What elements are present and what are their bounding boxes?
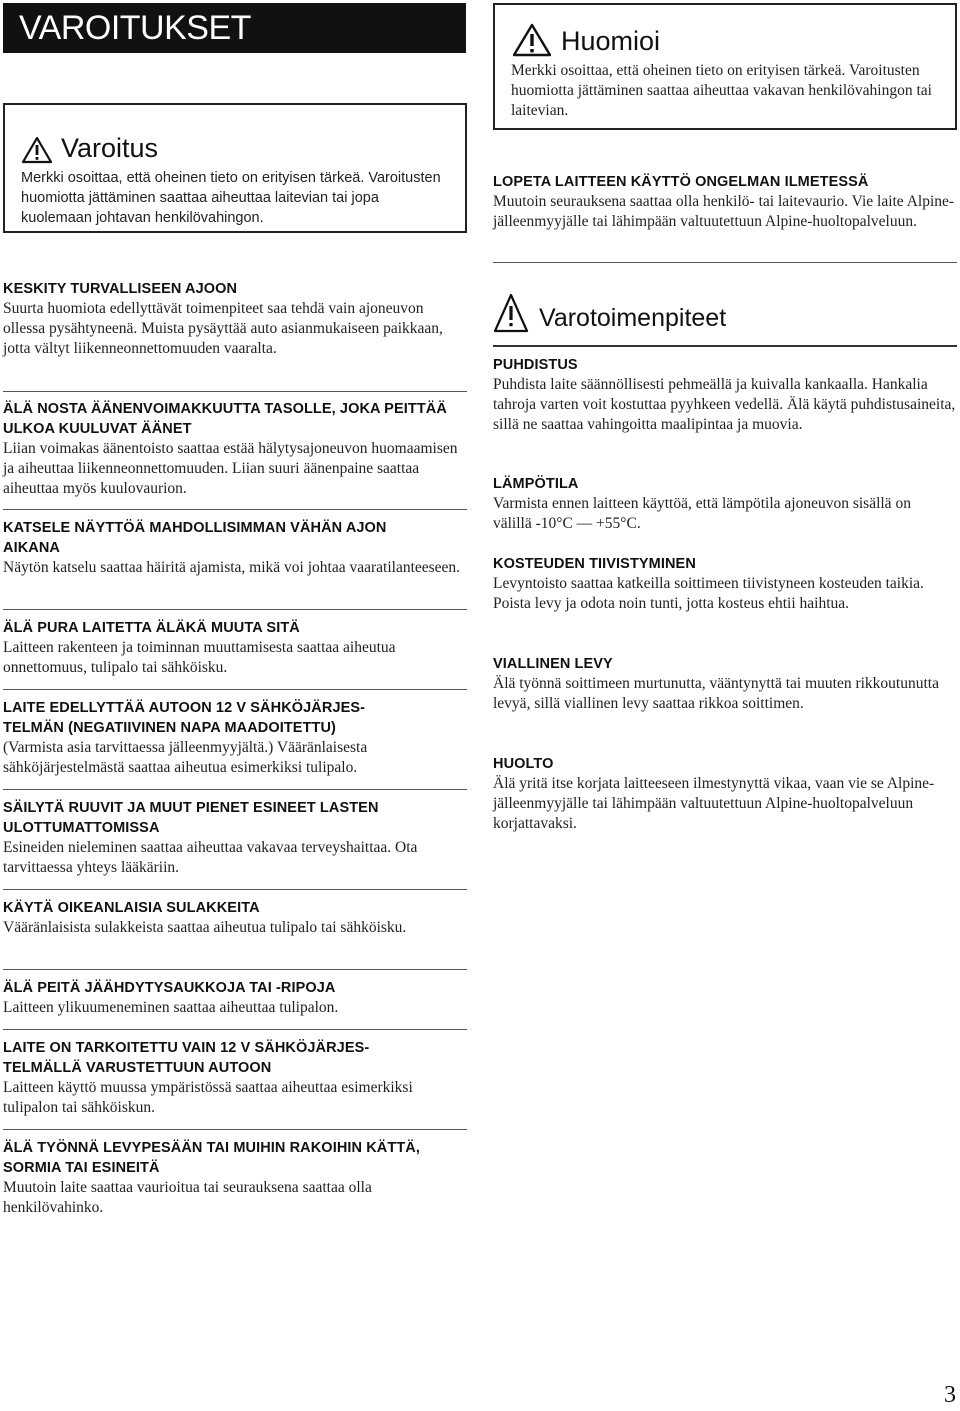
page-title: VAROITUKSET	[19, 9, 251, 47]
section-heading: LAITE ON TARKOITETTU VAIN 12 V SÄHKÖJÄRJES-TELMÄLLÄ VARUSTETTUUN AUTOON	[3, 1040, 370, 1076]
warning-triangle-icon	[493, 293, 529, 333]
section-text: Vääränlaisista sulakkeista saattaa aiheutua tulipalo tai sähköisku.	[3, 919, 407, 936]
section-heading: HUOLTO	[493, 756, 554, 772]
section-heading: VIALLINEN LEVY	[493, 656, 613, 672]
precaution-service	[493, 754, 957, 834]
page-number: 3	[944, 1382, 956, 1408]
section-heading: ÄLÄ PEITÄ JÄÄHDYTYSAUKKOJA TAI -RIPOJA	[3, 980, 336, 996]
warning-box-title-row	[21, 133, 451, 164]
left-section-8	[3, 978, 467, 1018]
left-section-9	[3, 1038, 467, 1118]
precaution-damaged-disc	[493, 654, 957, 714]
caution-box-text: Merkki osoittaa, että oheinen tieto on erityisen tärkeä. Varoitusten huomiotta jättäminen saattaa aiheuttaa vakavan henkilövahingon tai laitevian.	[511, 62, 932, 119]
section-heading: LOPETA LAITTEEN KÄYTTÖ ONGELMAN ILMETESSÄ	[493, 174, 869, 190]
divider	[3, 609, 467, 610]
divider	[3, 509, 467, 510]
warning-triangle-icon	[21, 136, 53, 164]
section-heading: ÄLÄ PURA LAITETTA ÄLÄKÄ MUUTA SITÄ	[3, 620, 300, 636]
section-text: Levyntoisto saattaa katkeilla soittimeen tiivistyneen kosteuden taikia. Poista levy ja odota noin tunti, jotta kosteus ehtii haihtua.	[493, 575, 924, 612]
left-section-2	[3, 399, 467, 499]
divider	[3, 689, 467, 690]
warning-box-text: Merkki osoittaa, että oheinen tieto on erityisen tärkeä. Varoitusten huomiotta jättäminen saattaa aiheuttaa laitevian tai jopa kuolemaan johtavan henkilövahingon.	[21, 170, 441, 226]
left-section-10	[3, 1138, 467, 1218]
section-heading: SÄILYTÄ RUUVIT JA MUUT PIENET ESINEET LASTEN ULOTTUMATTOMISSA	[3, 800, 379, 836]
section-heading: KESKITY TURVALLISEEN AJOON	[3, 281, 238, 297]
divider	[3, 1129, 467, 1130]
header-banner	[3, 3, 466, 53]
section-text: Puhdista laite säännöllisesti pehmeällä ja kuivalla kankaalla. Hankalia tahroja varten voit kostuttaa pyyhkeen vedellä. Älä käytä puhdistusaineita, sillä ne saattaa vahingoitta maalipintaa ja muovia.	[493, 376, 956, 433]
warning-box-title: Varoitus	[61, 133, 159, 163]
precaution-condensation	[493, 554, 957, 614]
divider	[493, 345, 957, 347]
left-section-7	[3, 898, 467, 938]
section-text: Älä työnnä soittimeen murtunutta, vääntynyttä tai muuten rikkoutunutta levyä, sillä viallinen levy saattaa rikkoa soittimen.	[493, 675, 939, 712]
section-text: Muutoin seurauksena saattaa olla henkilö- tai laitevaurio. Vie laite Alpine-jälleenmyyjälle tai lähimpään valtuutettuun Alpine-huoltopalveluun.	[493, 193, 955, 230]
divider	[3, 1029, 467, 1030]
section-text: Näytön katselu saattaa häiritä ajamista, mikä voi johtaa vaaratilanteeseen.	[3, 559, 461, 576]
divider	[3, 969, 467, 970]
section-text: Laitteen rakenteen ja toiminnan muuttamisesta saattaa aiheutua onnettomuus, tulipalo tai sähköisku.	[3, 639, 396, 676]
section-text: Muutoin laite saattaa vaurioitua tai seurauksena saattaa olla henkilövahinko.	[3, 1179, 372, 1216]
warning-triangle-icon	[511, 23, 553, 57]
section-heading: LÄMPÖTILA	[493, 476, 579, 492]
stop-using-section	[493, 172, 957, 232]
left-section-6	[3, 798, 467, 878]
section-text: Suurta huomiota edellyttävät toimenpiteet saa tehdä vain ajoneuvon ollessa pysähtyneenä. Muista pysäyttää auto asianmukaiseen paikkaan, jotta vältyt liikenneonnettomuuden vaaralta.	[3, 300, 443, 357]
section-text: Liian voimakas äänentoisto saattaa estää hälytysajoneuvon huomaamisen ja aiheuttaa liikenneonnettomuuden. Liian suuri äänenpaine saattaa aiheuttaa myös kuulovaurion.	[3, 440, 458, 497]
section-heading: KÄYTÄ OIKEANLAISIA SULAKKEITA	[3, 900, 260, 916]
section-heading: KATSELE NÄYTTÖÄ MAHDOLLISIMMAN VÄHÄN AJON AIKANA	[3, 520, 387, 556]
caution-box-title: Huomioi	[561, 26, 661, 56]
section-heading: PUHDISTUS	[493, 357, 578, 373]
section-text: Varmista ennen laitteen käyttöä, että lämpötila ajoneuvon sisällä on välillä -10°C — +55°C.	[493, 495, 911, 532]
section-heading: ÄLÄ NOSTA ÄÄNENVOIMAKKUUTTA TASOLLE, JOKA PEITTÄÄ ULKOA KUULUVAT ÄÄNET	[3, 401, 447, 437]
section-heading: ÄLÄ TYÖNNÄ LEVYPESÄÄN TAI MUIHIN RAKOIHIN KÄTTÄ, SORMIA TAI ESINEITÄ	[3, 1140, 420, 1176]
section-text: (Varmista asia tarvittaessa jälleenmyyjältä.) Vääränlaisesta sähköjärjestelmästä saattaa aiheutua esimerkiksi tulipalo.	[3, 739, 368, 776]
left-section-1	[3, 279, 467, 359]
precautions-title-row	[493, 293, 726, 333]
precautions-title: Varotoimenpiteet	[539, 304, 727, 332]
left-section-4	[3, 618, 467, 678]
caution-box	[493, 3, 957, 130]
precaution-cleaning	[493, 355, 957, 435]
divider	[493, 262, 957, 263]
precaution-temperature	[493, 474, 957, 534]
caution-box-title-row	[511, 23, 941, 57]
section-text: Älä yritä itse korjata laitteeseen ilmestynyttä vikaa, vaan vie se Alpine-jälleenmyyjälle tai lähimpään valtuutettuun Alpine-huoltopalveluun korjattavaksi.	[493, 775, 935, 832]
left-section-3	[3, 518, 467, 578]
left-section-5	[3, 698, 467, 778]
divider	[3, 889, 467, 890]
section-heading: LAITE EDELLYTTÄÄ AUTOON 12 V SÄHKÖJÄRJES-TELMÄN (NEGATIIVINEN NAPA MAADOITETTU)	[3, 700, 366, 736]
warning-box	[3, 103, 467, 233]
section-text: Laitteen ylikuumeneminen saattaa aiheuttaa tulipalon.	[3, 999, 339, 1016]
section-text: Esineiden nieleminen saattaa aiheuttaa vakavaa terveyshaittaa. Ota tarvittaessa yhteys lääkäriin.	[3, 839, 418, 876]
section-heading: KOSTEUDEN TIIVISTYMINEN	[493, 556, 696, 572]
divider	[3, 391, 467, 392]
section-text: Laitteen käyttö muussa ympäristössä saattaa aiheuttaa esimerkiksi tulipalon tai sähköiskun.	[3, 1079, 413, 1116]
divider	[3, 789, 467, 790]
